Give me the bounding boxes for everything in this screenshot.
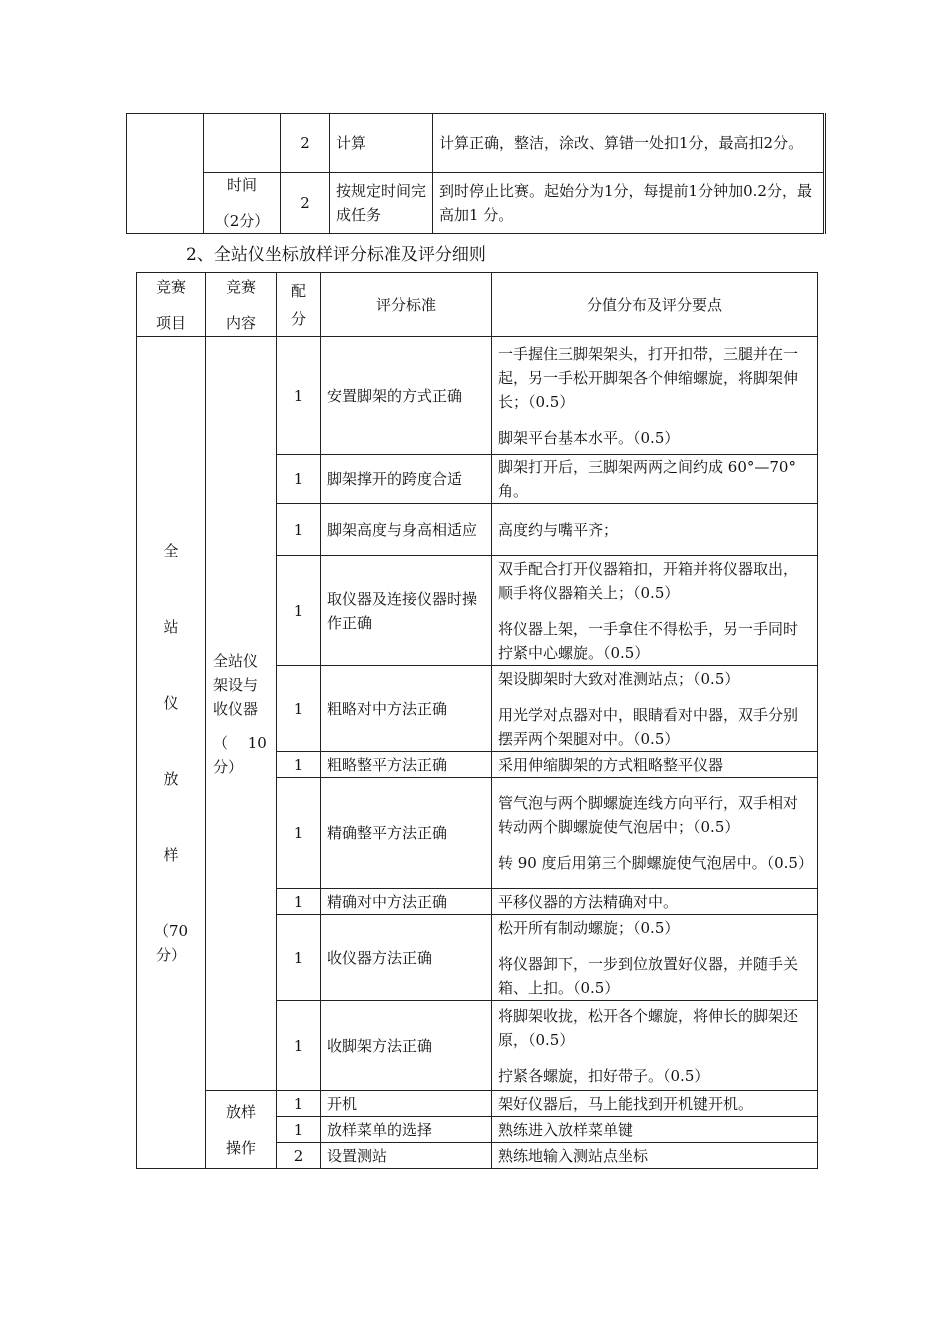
detail-cell: 架好仪器后，马上能找到开机键开机。: [492, 1091, 818, 1117]
item-score: （70: [153, 921, 189, 940]
group-line: 全站仪: [213, 651, 259, 670]
header-detail: 分值分布及评分要点: [492, 273, 818, 337]
section-heading: 2、全站仪坐标放样评分标准及评分细则: [186, 245, 486, 265]
content-line: 时间: [226, 176, 257, 194]
points-cell: 1: [277, 337, 321, 455]
detail-cell: 到时停止比赛。起始分为1分，每提前1分钟加0.2分，最高加1 分。: [433, 173, 825, 234]
scoring-table-continued: [126, 113, 826, 234]
item-char: 样: [163, 845, 179, 864]
detail-cell: 采用伸缩脚架的方式粗略整平仪器: [492, 752, 818, 778]
group-line: 操作: [225, 1138, 256, 1157]
header-line: 项目: [155, 313, 186, 332]
detail-cell: [492, 337, 818, 455]
detail-cell: 计算正确，整洁，涂改、算错一处扣1分，最高扣2分。: [433, 114, 825, 173]
standard-cell: 粗略整平方法正确: [321, 752, 492, 778]
detail-cell: [492, 556, 818, 666]
standard-cell: 取仪器及连接仪器时操作正确: [321, 556, 492, 666]
detail-line: 用光学对点器对中，眼睛看对中器，双手分别摆弄两个架腿对中。（0.5）: [498, 705, 799, 748]
detail-cell: 熟练进入放样菜单键: [492, 1117, 818, 1143]
content-cell: [204, 114, 281, 173]
points-cell: 1: [277, 778, 321, 889]
item-char: 站: [163, 617, 179, 636]
points-cell: 1: [277, 455, 321, 504]
detail-cell: 平移仪器的方法精确对中。: [492, 889, 818, 915]
item-score: 分）: [155, 945, 186, 964]
detail-cell: [492, 778, 818, 889]
points-cell: 1: [277, 752, 321, 778]
standard-cell: 按规定时间完成任务: [330, 173, 433, 234]
standard-cell: 设置测站: [321, 1143, 492, 1169]
group-line: （ 10: [213, 733, 267, 752]
standard-cell: 开机: [321, 1091, 492, 1117]
detail-line: 转 90 度后用第三个脚螺旋使气泡居中。（0.5）: [498, 854, 813, 872]
detail-cell: 高度约与嘴平齐；: [492, 504, 818, 556]
header-line: 竞赛: [155, 277, 186, 296]
header-item: [137, 273, 206, 337]
detail-line: 脚架平台基本水平。（0.5）: [498, 428, 680, 447]
content-line: （2分）: [214, 212, 270, 230]
header-line: 内容: [225, 313, 256, 332]
group-line: 分）: [213, 757, 244, 776]
item-cell: [137, 337, 206, 1169]
standard-cell: 脚架高度与身高相适应: [321, 504, 492, 556]
standard-cell: 收脚架方法正确: [321, 1001, 492, 1091]
points-cell: 1: [277, 504, 321, 556]
points-cell: 1: [277, 915, 321, 1001]
points-cell: 1: [277, 556, 321, 666]
points-cell: 1: [277, 1091, 321, 1117]
detail-line: 松开所有制动螺旋；（0.5）: [498, 918, 680, 937]
detail-cell: [492, 915, 818, 1001]
detail-line: 将仪器上架，一手拿住不得松手，另一手同时拧紧中心螺旋。（0.5）: [498, 619, 799, 662]
detail-line: 一手握住三脚架架头，打开扣带，三腿并在一起，另一手松开脚架各个伸缩螺旋，将脚架伸长；（0.5）: [498, 344, 799, 411]
detail-cell: [492, 666, 818, 752]
standard-cell: 计算: [330, 114, 433, 173]
detail-line: 拧紧各螺旋，扣好带子。（0.5）: [498, 1066, 710, 1085]
group-line: 放样: [225, 1102, 256, 1121]
group-line: 架设与: [213, 675, 259, 694]
group-setup-cell: [206, 337, 277, 1091]
standard-cell: 精确整平方法正确: [321, 778, 492, 889]
detail-line: 管气泡与两个脚螺旋连线方向平行，双手相对转动两个脚螺旋使气泡居中；（0.5）: [498, 794, 799, 836]
item-char: 全: [163, 541, 179, 560]
points-cell: 2: [281, 114, 330, 173]
item-char: 放: [163, 769, 179, 788]
detail-line: 双手配合打开仪器箱扣，开箱并将仪器取出，顺手将仪器箱关上；（0.5）: [498, 559, 799, 602]
detail-line: 架设脚架时大致对准测站点；（0.5）: [498, 669, 740, 688]
detail-cell: 熟练地输入测站点坐标: [492, 1143, 818, 1169]
content-cell: [204, 173, 281, 234]
detail-cell: [492, 1001, 818, 1091]
header-standard: 评分标准: [321, 273, 492, 337]
standard-cell: 精确对中方法正确: [321, 889, 492, 915]
header-line: 配: [290, 281, 306, 300]
standard-cell: 安置脚架的方式正确: [321, 337, 492, 455]
points-cell: 1: [277, 889, 321, 915]
group-line: 收仪器: [213, 699, 259, 718]
header-line: 分: [290, 309, 306, 328]
standard-cell: 脚架撑开的跨度合适: [321, 455, 492, 504]
points-cell: 1: [277, 666, 321, 752]
points-cell: 2: [277, 1143, 321, 1169]
points-cell: 1: [277, 1117, 321, 1143]
header-content: [206, 273, 277, 337]
header-line: 竞赛: [225, 277, 256, 296]
header-points: [277, 273, 321, 337]
detail-line: 将仪器卸下，一步到位放置好仪器，并随手关箱、上扣。（0.5）: [498, 954, 799, 997]
scoring-table: [136, 272, 818, 1169]
empty-item-cell: [127, 114, 204, 234]
standard-cell: 粗略对中方法正确: [321, 666, 492, 752]
detail-line: 将脚架收拢，松开各个螺旋，将伸长的脚架还原，（0.5）: [498, 1006, 799, 1049]
points-cell: 2: [281, 173, 330, 234]
detail-cell: 脚架打开后，三脚架两两之间约成 60°—70°角。: [492, 455, 818, 504]
points-cell: 1: [277, 1001, 321, 1091]
group-operation-cell: [206, 1091, 277, 1169]
standard-cell: 收仪器方法正确: [321, 915, 492, 1001]
standard-cell: 放样菜单的选择: [321, 1117, 492, 1143]
item-char: 仪: [163, 693, 179, 712]
